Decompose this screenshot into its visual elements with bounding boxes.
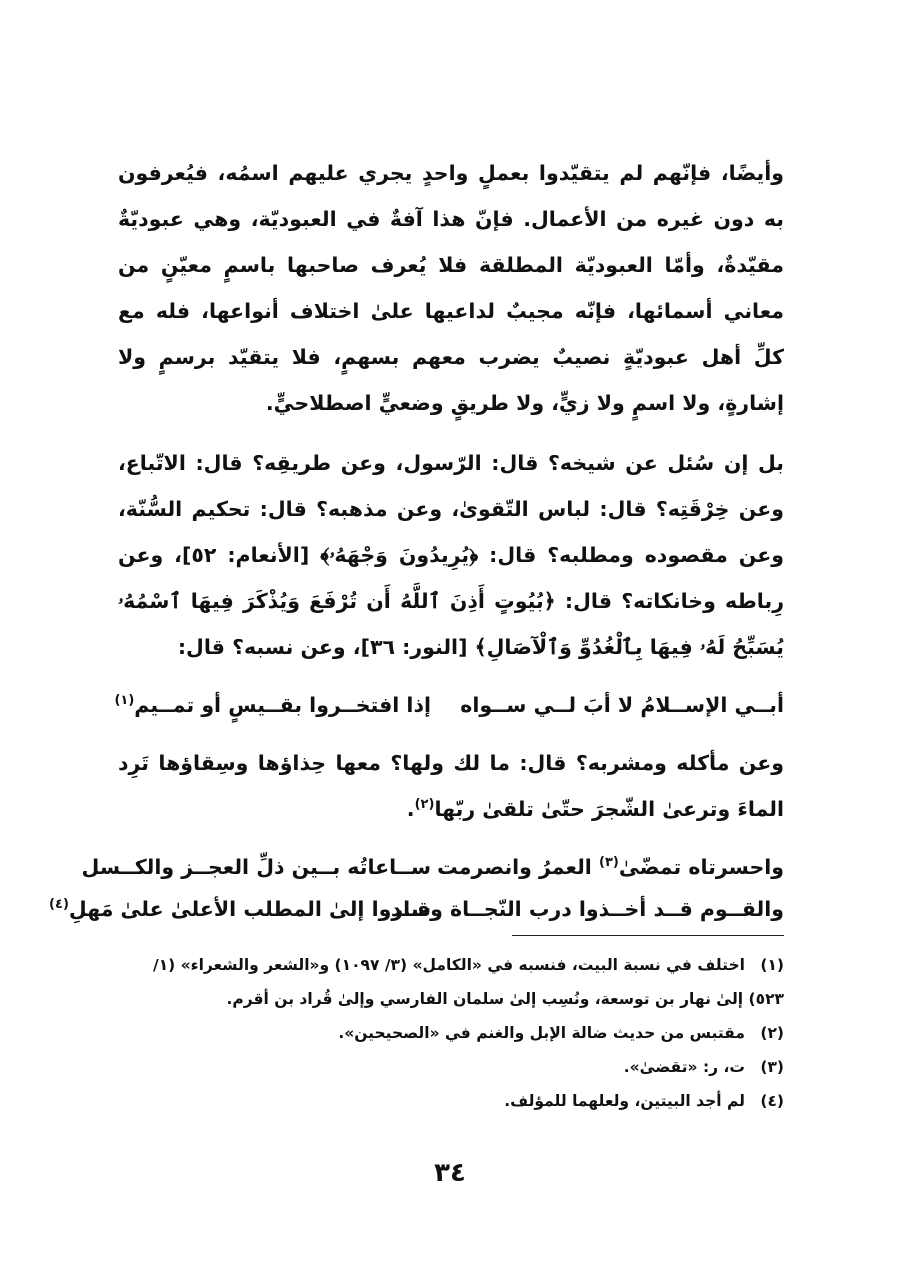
poem-2 [49,846,784,930]
footnote-4 [118,1084,784,1118]
paragraph-2-text-c: ، وعن نسبه؟ قال: [177,635,361,659]
verse-2-first-half-start: واحسرتاه تمضّىٰ [618,855,784,879]
footnote-ref-3: (٣) [598,855,619,871]
paragraph-3-text: وعن مأكله ومشربه؟ قال: ما لك ولها؟ معها حِذاؤها وسِقاؤها تَرِد الماءَ وترعىٰ الشّجرَ حتّىٰ تلقىٰ ربّها [118,751,784,821]
paragraph-3 [118,740,784,832]
footnote-4-text: لم أجد البيتين، ولعلهما للمؤلف. [504,1092,745,1110]
verse-3-second-half [49,888,432,930]
verse-1-second-half-text: إذا افتخــروا بقــيسٍ أو تمــيم [134,693,432,717]
footnote-ref-2: (٢) [414,797,435,813]
page-number: ٣٤ [434,1158,466,1188]
poem-1 [114,684,784,726]
verse-2-second-half: ســاعاتُه بــين ذلِّ العجــز والكــسل [81,855,432,879]
verse-2-first-half-end: العمرُ وانصرمت [437,855,599,879]
footnote-3-number: (٣) [760,1058,784,1076]
paragraph-2 [118,440,784,670]
paragraph-2-text-a: بل إن سُئل عن شيخه؟ قال: الرّسول، وعن طريقِه؟ قال: الاتّباع، وعن خِرْقَتِه؟ قال: لباس التّقوىٰ، وعن مذهبه؟ قال: تحكيم السُّنّة، وعن مقصوده ومطلبه؟ قال: [118,451,784,567]
verse-3-first-half: والقــوم قــد أخــذوا درب النّجــاة وقــد [390,897,784,921]
footnote-ref-1: (١) [114,693,135,709]
paragraph-2-text-b: ، وعن رِباطه وخانكاته؟ قال: [118,543,784,613]
poem-1-line [114,684,784,726]
footnote-ref-4: (٤) [49,897,69,913]
poem-2-line-1 [81,846,784,888]
paragraph-3-end: . [406,797,415,821]
paragraph-1 [118,150,784,426]
quran-verse-2: ﴿بُيُوتٍ أَذِنَ ٱللَّهُ أَن تُرْفَعَ وَيُذْكَرَ فِيهَا ٱسْمُهُۥ يُسَبِّحُ لَهُۥ فِيهَا بِٱلْغُدُوِّ وَٱلْآصَالِ﴾ [118,589,784,659]
footnote-2 [118,1016,784,1050]
quran-ref-1: [الأنعام: ٥٢] [181,543,310,567]
footnote-1-text: اختلف في نسبة البيت، فنسبه في «الكامل» (٣/ ١٠٩٧) و«الشعر والشعراء» (١/ ٥٢٣) إلىٰ نهار بن توسعة، ونُسِب إلىٰ سلمان الفارسي وإلىٰ قُراد بن أقرم. [153,956,784,1008]
footnote-2-text: مقتبس من حديث ضالة الإبل والغنم في «الصحيحين». [338,1024,745,1042]
quran-verse-1: ﴿يُرِيدُونَ وَجْهَهُۥ﴾ [320,543,479,567]
footnotes [118,948,784,1118]
footnote-separator [512,935,784,936]
verse-2-first-half [437,846,784,888]
main-text [49,150,784,944]
verse-1-first-half: أبــي الإســلامُ لا أبَ لــي ســواه [460,693,784,717]
verse-1-second-half [114,684,432,726]
footnote-3-text: ت، ر: «تقضىٰ». [623,1058,745,1076]
footnote-3 [118,1050,784,1084]
footnote-1-number: (١) [760,956,784,974]
poem-2-line-2 [49,888,784,930]
footnote-4-number: (٤) [760,1092,784,1110]
footnote-2-number: (٢) [760,1024,784,1042]
footnote-1 [118,948,784,1016]
verse-3-second-half-text: ساروا إلىٰ المطلب الأعلىٰ علىٰ مَهلِ [68,897,432,921]
paragraph-1-text: وأيضًا، فإنّهم لم يتقيّدوا بعملٍ واحدٍ يجري عليهم اسمُه، فيُعرفون به دون غيره من الأعمال. فإنّ هذا آفةٌ في العبوديّة، وهي عبوديّةٌ مقيّدةٌ، وأمّا العبوديّة المطلقة فلا يُعرف صاحبها باسمٍ معيّنٍ من معاني أسمائها، فإنّه مجيبٌ لداعيها علىٰ اختلاف أنواعها، فله مع كلِّ أهل عبوديّةٍ نصيبٌ يضرب معهم بسهمٍ، فلا يتقيّد برسمٍ ولا إشارةٍ، ولا اسمٍ ولا زيٍّ، ولا طريقٍ وضعيٍّ اصطلاحيٍّ. [118,161,784,415]
quran-ref-2: [النور: ٣٦] [360,635,468,659]
